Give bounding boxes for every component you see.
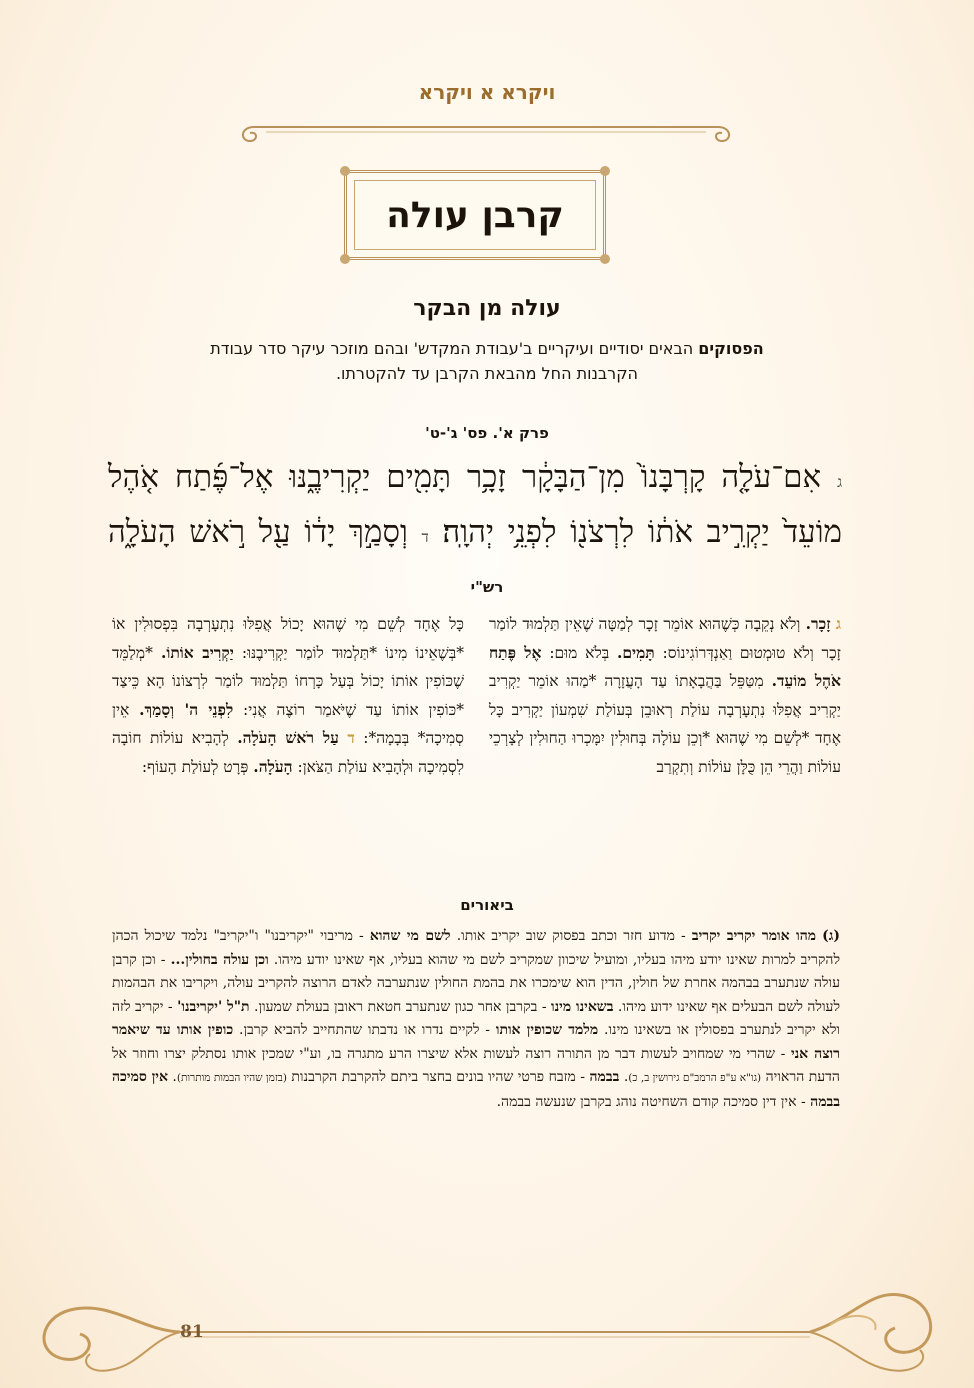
biurim-heading: ביאורים <box>460 896 514 914</box>
rashi-lemma: הָעֹלָה. <box>253 756 293 776</box>
rashi-verse-letter: ג <box>835 614 841 633</box>
biurim-lemma: כופין אותו עד שיאמר רוצה אני <box>112 1022 841 1062</box>
biurim-source: (בזמן שהיו הבמות מותרות) <box>176 1072 287 1084</box>
biurim-text: . <box>167 1069 177 1085</box>
section-subtitle: עולה מן הבקר <box>413 296 561 321</box>
biurim-text: - מדוע חזר וכתב בפסוק שוב יקריב אותו. <box>450 928 692 944</box>
rashi-verse-letter: ד <box>347 728 355 747</box>
frame-corner-icon <box>600 254 610 264</box>
frame-corner-icon <box>340 254 350 264</box>
rashi-lemma: תָּמִים. <box>616 642 655 662</box>
biurim-text: - מזבח פרטי שהיו בונים בחצר ביתם להקרבת הקרבנות <box>286 1069 590 1085</box>
section-title-frame <box>344 170 606 260</box>
page-number: 81 <box>180 1322 204 1342</box>
biurim-lemma: לשם מי שהוא <box>369 928 451 944</box>
frame-corner-icon <box>600 166 610 176</box>
rashi-lemma: לִפְנֵי ה' וְסָמַךְ. <box>139 699 234 719</box>
verse-number: ג <box>837 473 843 491</box>
rashi-lemma: יַקְרִיב אוֹתוֹ. <box>160 642 234 662</box>
rashi-text: פְּרָט לְעוֹלַת הָעוֹף: <box>141 757 254 776</box>
running-header: ויקרא א ויקרא <box>418 80 556 104</box>
verse-number: ד <box>421 528 429 546</box>
rashi-text: *מְלַמֵּד שֶׁכּוֹפִין אוֹתוֹ יָכוֹל בְּעַל כָּרְחוֹ תַּלְמוּד לוֹמַר לִרְצוֹנוֹ הָא כֵּיצַד *כּוֹפִין אוֹתוֹ עַד שֶׁיֹּאמַר רוֹצֶה אֲנִי: <box>112 643 464 719</box>
biurim-text: - מריבוי "יקריבנו" ו"יקריב" נלמד שיכול הכהן להקריב למרות שאינו יודע מיהו בעליו, ומועיל שיכוון שמקריב לשם מי שהוא בעליו, אף שאינו יודע מיהו. <box>112 928 840 968</box>
rashi-column-right <box>489 610 841 781</box>
biurim-text: - שהרי מי שמחויב לעשות דבר מן התורה רוצה לעשות אלא שיצרו הרע מתגרה בו, וע"י שמכין אותו נסתלק יצרו וחוזר אל הדעת הראויה <box>112 1045 840 1085</box>
biurim-lemma: ת"ל 'יקריבנו' <box>177 998 250 1015</box>
rashi-text: אֵין סְמִיכָה* בְּבָמָה*: <box>112 700 464 747</box>
chapter-reference: פרק א'. פס' ג'-ט' <box>425 424 549 442</box>
biurim-lemma: אין סמיכה בבמה <box>112 1069 840 1110</box>
biurim-source: (גו"א ע"פ הרמב"ם גירושין ב, כ) <box>628 1072 762 1084</box>
rashi-heading: רש"י <box>470 578 504 596</box>
biurim-lemma: בבמה <box>589 1069 620 1085</box>
rashi-text: מִטַּפֵּל בַּהֲבָאָתוֹ עַד הָעֲזָרָה *מַהוּ אוֹמֵר יַקְרִיב יַקְרִיב אֲפִלּוּ נִתְעָרְבָה עוֹלַת רְאוּבֵן בְּעוֹלַת שִׁמְעוֹן יַקְרִיב כָּל אֶחָד *לְשֵׁם מִי שֶׁהוּא *וְכֵן עוֹלָה בְּחוּלִין יִמָּכְרוּ הַחוּלִין לְצָרְכֵי עוֹלוֹת וַהֲרֵי הֵן כֻּלָּן עוֹלוֹת וְתִקְרַב <box>489 672 841 776</box>
rashi-lemma: זָכָר. <box>805 614 831 633</box>
rashi-column-left <box>112 610 464 781</box>
verse-text: אִם־עֹלָ֤ה קָרְבָּנוֹ֙ מִן־הַבָּקָ֔ר זָכָ֥ר תָּמִ֖ים יַקְרִיבֶ֑נּוּ אֶל־פֶּ֜תַח אֹ֤הֶל מוֹעֵד֙ יַקְרִ֣יב אֹת֔וֹ לִרְצֹנ֖וֹ לִפְנֵ֥י יְהוָֽה׃ <box>108 459 843 550</box>
biurim-text: - וכן קרבן עולה שנתערב בבהמה אחרת של חולין, הדין הוא שימכרו את בהמת החולין שנתערבה לאדם הרוצה להקריב עולה, ויקריבו את הבהמות לעולה לשם הבעלים אף שאינו ידוע מיהו. <box>112 951 840 1015</box>
biurim-text: - אין דין סמיכה קודם השחיטה נוהג בקרבן שנעשה בבמה. <box>496 1093 811 1110</box>
verse-text: וְסָמַ֣ךְ יָד֔וֹ עַ֖ל רֹ֣אשׁ הָעֹלָ֑ה <box>108 514 408 550</box>
biurim-lemma: מהו אומר יקריב יקריב <box>691 928 817 944</box>
biurim-text: - בקרבן אחר כגון שנתערב חטאת ראובן בעולת שמעון. <box>249 998 552 1015</box>
biurim-lemma: וכן עולה בחולין... <box>170 951 269 968</box>
scroll-ornament-icon <box>236 115 736 145</box>
intro-text: הבאים יסודיים ועיקריים ב'עבודת המקדש' ובהם מוזכר עיקר סדר עבודת הקרבנות החל מהבאת הקרבן עד להקטרתו. <box>210 339 699 383</box>
rashi-text: בְּלֹא מוּם: <box>549 643 617 662</box>
torah-verse <box>108 452 842 562</box>
biurim-lemma: בשאינו מינו <box>551 998 614 1015</box>
rashi-text: לְהָבִיא עוֹלוֹת חוֹבָה לִסְמִיכָה וּלְהָבִיא עוֹלַת הַצֹּאן: <box>112 729 464 776</box>
section-title: קרבן עולה <box>354 180 596 250</box>
rashi-text: וְלֹא נְקֵבָה כְּשֶׁהוּא אוֹמֵר זָכָר לְמַטָּה שֶׁאֵין תַּלְמוּד לוֹמַר זָכָר וְלֹא טוּמְטוּם וַאַנְדְּרוֹגִינוֹס: <box>489 615 841 662</box>
rashi-lemma: עַל רֹאשׁ הָעֹלָה. <box>237 728 339 747</box>
biurim-lemma: מלמד שכופין אותו <box>495 1022 599 1038</box>
biurim-paragraph <box>112 925 840 1114</box>
rashi-text: כָּל אֶחָד לְשֵׁם מִי שֶׁהוּא יָכוֹל אֲפִלּוּ נִתְעָרְבָה בִּפְסוּלִין אוֹ *בְּשֶׁאֵינוֹ מִינוֹ *תַּלְמוּד לוֹמַר יַקְרִיבֶנּוּ: <box>112 615 464 662</box>
biurim-mark: (ג) <box>822 928 841 944</box>
intro-bold: הפסוקים <box>698 339 764 358</box>
rashi-lemma: אֶל פֶּתַח אֹהֶל מוֹעֵד. <box>489 642 841 690</box>
biurim-text: - יקריב לזה ולא יקריב לנתערב בפסולין או בשאינו מינו. <box>112 998 841 1038</box>
biurim-text: - לקיים נדרו או נדבתו שהתחייב להביא קרבן. <box>233 1022 496 1038</box>
frame-corner-icon <box>340 166 350 176</box>
footer-ornament-icon <box>30 1270 944 1380</box>
intro-paragraph <box>190 336 784 386</box>
biurim-text: . <box>619 1069 629 1085</box>
